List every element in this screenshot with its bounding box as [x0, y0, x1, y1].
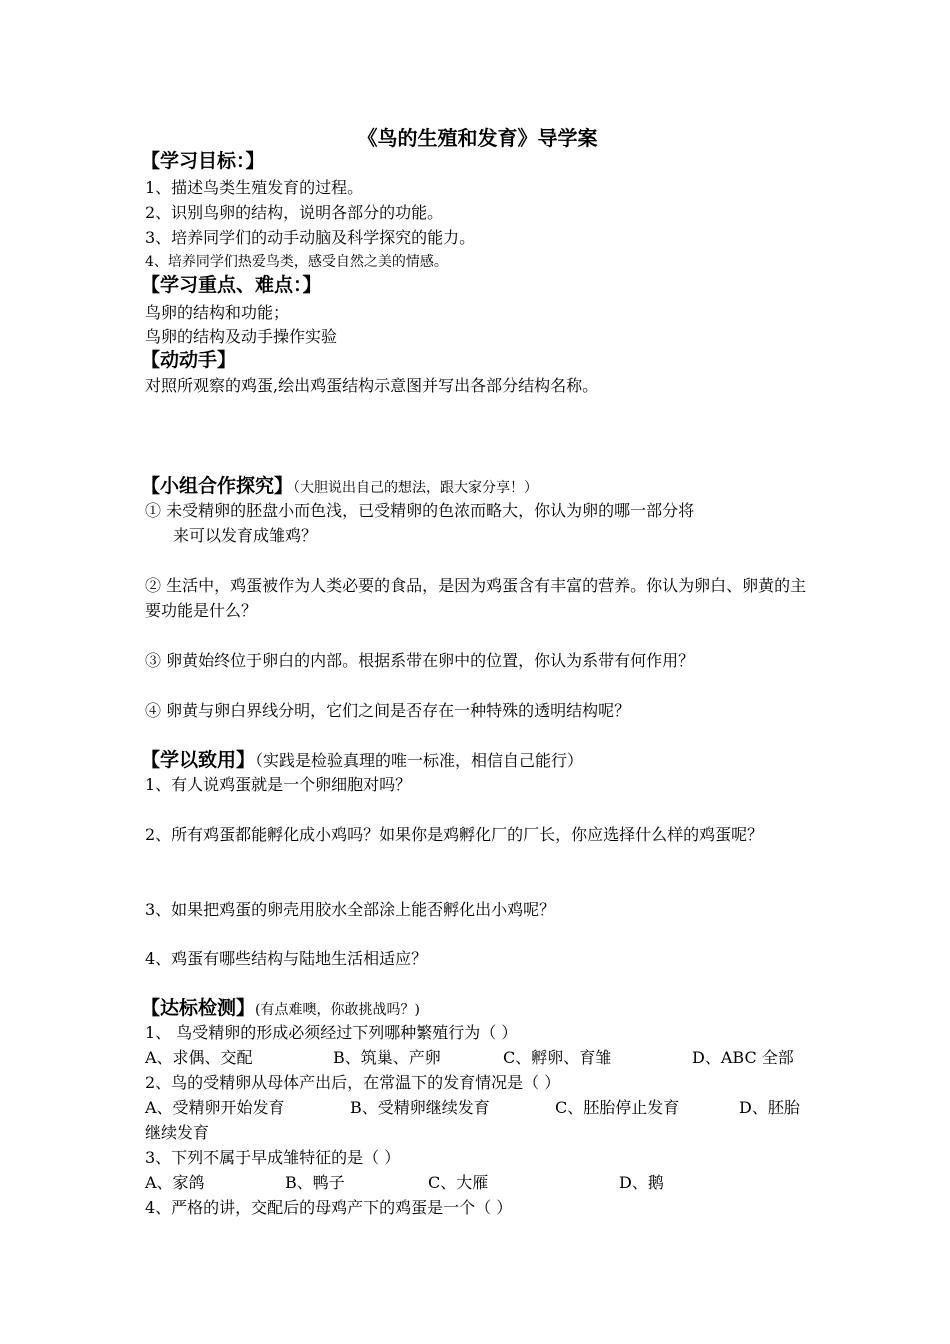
apply-heading: [141, 748, 584, 773]
group-note: （大胆说出自己的想法，跟大家分享！）: [293, 480, 539, 496]
option-c: C、孵卵、育雏: [503, 1048, 612, 1067]
option-a: A、家鸽: [145, 1173, 205, 1192]
option-b: B、鸭子: [285, 1173, 345, 1192]
apply-note: （实践是检验真理的唯一标准，相信自己能行）: [255, 751, 584, 770]
option-a: A、受精卵开始发育: [145, 1098, 285, 1117]
group-question-3: ③ 卵黄始终位于卵白的内部。根据系带在卵中的位置，你认为系带有何作用？: [145, 651, 695, 670]
objective-item: 4、培养同学们热爱鸟类，感受自然之美的情感。: [145, 254, 448, 270]
objective-item: 2、识别鸟卵的结构，说明各部分的功能。: [145, 203, 444, 222]
keypoints-heading-text: 【学习重点、难点：】: [141, 274, 322, 296]
group-question-2: ② 生活中，鸡蛋被作为人类必要的食品，是因为鸡蛋含有丰富的营养。你认为卵白、卵黄的主要功能是什么？: [145, 576, 807, 620]
apply-question-4: 4、鸡蛋有哪些结构与陆地生活相适应？: [145, 949, 428, 968]
keypoints-heading: [141, 273, 322, 298]
apply-heading-text: 【学以致用】: [141, 749, 256, 771]
option-c: C、胚胎停止发育: [555, 1098, 680, 1117]
option-d: D、ABC 全部: [692, 1048, 794, 1067]
option-c: C、大雁: [428, 1173, 489, 1192]
option-b: B、受精卵继续发育: [350, 1098, 490, 1117]
test-heading: [141, 996, 420, 1023]
group-question-1: ① 未受精卵的胚盘小而色浅，已受精卵的色浓而略大，你认为卵的哪一部分将: [145, 501, 695, 520]
objectives-heading-text: 【学习目标：】: [141, 150, 265, 172]
option-d: D、鹅: [619, 1173, 664, 1192]
option-d: D、胚胎: [739, 1098, 800, 1117]
apply-question-3: 3、如果把鸡蛋的卵壳用胶水全部涂上能否孵化出小鸡呢？: [145, 900, 556, 919]
handson-heading-text: 【动动手】: [141, 349, 237, 371]
test-note: (有点难噢，你敢挑战吗？): [255, 1002, 420, 1018]
group-heading: [141, 474, 539, 501]
objectives-heading: [141, 149, 265, 174]
handson-heading: [141, 348, 237, 373]
test-question-2: 2、鸟的受精卵从母体产出后，在常温下的发育情况是（ ）: [145, 1073, 561, 1092]
test-question-3: 3、下列不属于早成雏特征的是（ ）: [145, 1148, 401, 1167]
option-b: B、筑巢、产卵: [333, 1048, 441, 1067]
apply-question-1: 1、有人说鸡蛋就是一个卵细胞对吗？: [145, 775, 412, 794]
test-question-2-cont: 继续发育: [145, 1123, 210, 1142]
test-question-1: 1、 鸟受精卵的形成必须经过下列哪种繁殖行为（ ）: [145, 1023, 518, 1042]
group-heading-text: 【小组合作探究】: [141, 475, 294, 497]
page-title: 《鸟的生殖和发育》导学案: [357, 126, 598, 150]
group-question-4: ④ 卵黄与卵白界线分明，它们之间是否存在一种特殊的透明结构呢？: [145, 701, 631, 720]
handson-text: 对照所观察的鸡蛋,绘出鸡蛋结构示意图并写出各部分结构名称。: [145, 376, 599, 395]
test-heading-text: 【达标检测】: [141, 997, 256, 1019]
objective-item: 3、培养同学们的动手动脑及科学探究的能力。: [145, 228, 476, 247]
keypoint-item: 鸟卵的结构和功能；: [145, 303, 290, 322]
option-a: A、求偶、交配: [145, 1048, 253, 1067]
apply-question-2: 2、所有鸡蛋都能孵化成小鸡吗？如果你是鸡孵化厂的厂长，你应选择什么样的鸡蛋呢？: [145, 825, 764, 844]
keypoint-item: 鸟卵的结构及动手操作实验: [145, 327, 338, 346]
objective-item: 1、描述鸟类生殖发育的过程。: [145, 178, 364, 197]
group-question-1-cont: 来可以发育成雏鸡？: [173, 526, 318, 545]
test-question-4: 4、严格的讲，交配后的母鸡产下的鸡蛋是一个（ ）: [145, 1198, 513, 1217]
